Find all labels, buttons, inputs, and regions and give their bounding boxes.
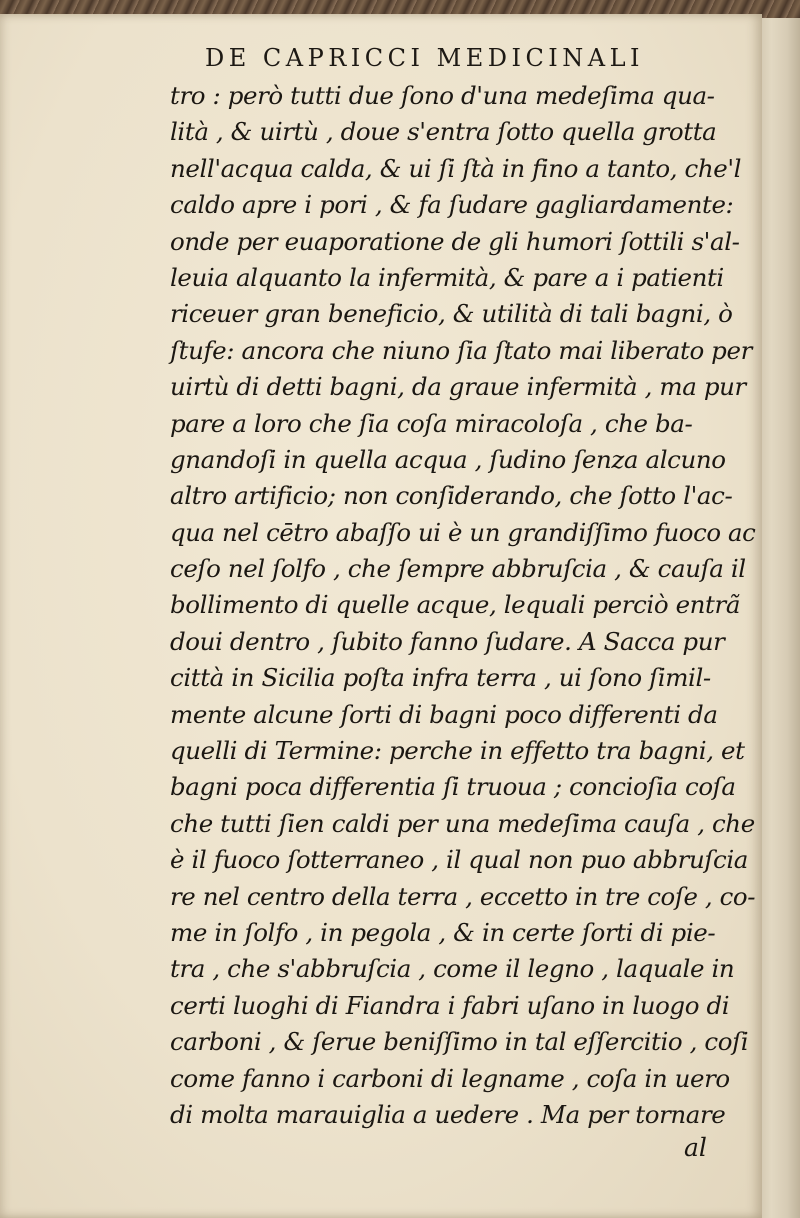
text-line: qua nel cētro abaſſo ui è un grandiſſimo fuoco ac (170, 517, 756, 547)
text-line: nell'acqua calda, & ui ſi ſtà in fino a tanto, che'l (170, 153, 742, 183)
text-line: città in Sicilia poſta infra terra , ui ſono ſimil- (170, 663, 711, 693)
text-line: ceſo nel ſolfo , che ſempre abbruſcia , & cauſa il (170, 554, 746, 584)
text-line: che tutti ſien caldi per una medeſima cauſa , che (170, 808, 755, 838)
text-line: bollimento di quelle acque, lequali perciò entrã (170, 590, 741, 620)
text-line: doui dentro , ſubito fanno ſudare. A Sacca pur (170, 626, 725, 656)
text-line: carboni , & ſerue beniſſimo in tal eſſercitio , coſi (170, 1027, 749, 1057)
catchword: al (684, 1133, 707, 1162)
page-edge (756, 18, 800, 1218)
text-line: come fanno i carboni di legname , coſa in uero (170, 1063, 730, 1093)
text-line: di molta marauiglia a uedere . Ma per tornare (170, 1099, 726, 1129)
text-line: quelli di Termine: perche in effetto tra bagni, et (170, 736, 745, 766)
text-line: leuia alquanto la infermità, & pare a i patienti (170, 262, 724, 292)
text-line: altro artificio; non conſiderando, che ſotto l'ac- (170, 481, 733, 511)
text-line: gnandoſi in quella acqua , ſudino ſenza alcuno (170, 444, 726, 474)
text-line: lità , & uirtù , doue s'entra ſotto quella grotta (170, 117, 717, 147)
text-line: mente alcune ſorti di bagni poco differenti da (170, 699, 718, 729)
text-line: tra , che s'abbruſcia , come il legno , laquale in (170, 954, 735, 984)
text-line: riceuer gran beneficio, & utilità di tali bagni, ò (170, 299, 733, 329)
text-line: caldo apre i pori , & fa ſudare gagliardamente: (170, 190, 734, 220)
text-line: re nel centro della terra , eccetto in tre coſe , co- (170, 881, 756, 911)
text-line: è il fuoco ſotterraneo , il qual non puo abbruſcia (170, 845, 748, 875)
text-block (170, 78, 755, 1133)
text-line: bagni poca differentia ſi truoua ; concioſia coſa (170, 772, 736, 802)
text-line: pare a loro che ſia coſa miracoloſa , che ba- (170, 408, 693, 438)
text-line: uirtù di detti bagni, da graue infermità , ma pur (170, 372, 746, 402)
running-head: DE CAPRICCI MEDICINALI (205, 44, 645, 72)
text-line: tro : però tutti due ſono d'una medeſima qua- (170, 81, 715, 110)
text-line: certi luoghi di Fiandra i fabri uſano in luogo di (170, 990, 730, 1020)
text-line: ſtufe: ancora che niuno ſia ſtato mai liberato per (170, 335, 752, 365)
text-line: me in ſolfo , in pegola , & in certe ſorti di pie- (170, 917, 716, 947)
text-line: onde per euaporatione de gli humori ſottili s'al- (170, 226, 740, 256)
